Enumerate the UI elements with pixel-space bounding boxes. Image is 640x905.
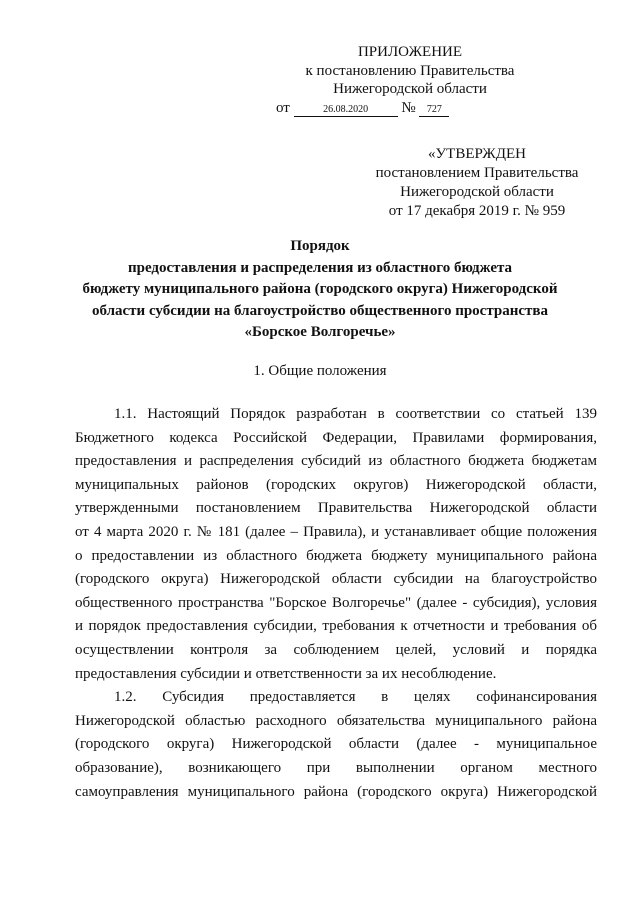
date-prefix: от	[276, 99, 290, 116]
title-line: предоставления и распределения из областного бюджета	[127, 259, 513, 276]
text-line: муниципальных районов (городских округов) Нижегородской области,	[75, 476, 597, 493]
text-line: утвержденными постановлением Правительства Нижегородской области	[75, 500, 597, 517]
text-line: 1.2. Субсидия предоставляется в целях софинансирования	[114, 689, 597, 706]
text-line: осуществлении контроля за соблюдением целей, условий и порядка	[75, 641, 597, 658]
document-title	[60, 236, 580, 344]
approved-by: постановлением Правительства	[375, 165, 579, 181]
text-line: общественного пространства "Борское Волгоречье" (далее - субсидия), условия	[75, 594, 597, 611]
text-line: от 4 марта 2020 г. № 181 (далее – Правила), и устанавливает общие положения	[75, 523, 597, 540]
title-line: Порядок	[290, 238, 350, 254]
approved-stamp	[357, 145, 597, 221]
title-line: «Борское Волгоречье»	[244, 324, 396, 340]
text-line: и порядок предоставления субсидии, требования к отчетности и требования об	[75, 618, 597, 635]
section-heading: 1. Общие положения	[253, 363, 387, 379]
appendix-header	[276, 43, 520, 117]
title-line: области субсидии на благоустройство общественного пространства	[91, 302, 549, 319]
text-line: Нижегородской областью расходного обязательства муниципального района	[75, 712, 597, 729]
appendix-date-line	[276, 99, 520, 118]
approved-date: от 17 декабря 2019 г. № 959	[388, 203, 566, 219]
body-text	[75, 403, 597, 804]
text-line: (городского округа) Нижегородской области субсидии на благоустройство	[75, 571, 597, 588]
approved-region: Нижегородской области	[400, 184, 554, 200]
appendix-region: Нижегородской области	[333, 81, 487, 97]
appendix-reference: к постановлению Правительства	[305, 62, 515, 79]
approved-title: «УТВЕРЖДЕН	[428, 146, 526, 162]
text-line: образование), возникающего при выполнении органом местного	[75, 759, 597, 776]
text-line: (городского округа) Нижегородской области (далее - муниципальное	[75, 736, 597, 753]
text-line: Бюджетного кодекса Российской Федерации, Правилами формирования,	[75, 429, 597, 446]
number-sign: №	[401, 99, 416, 116]
text-line: предоставления субсидии и ответственности за их несоблюдение.	[75, 665, 497, 682]
appendix-title: ПРИЛОЖЕНИЕ	[357, 44, 463, 60]
number-value: 727	[419, 104, 449, 117]
text-line: предоставления и распределения субсидий из областного бюджета бюджетам	[75, 453, 597, 470]
text-line: о предоставлении из областного бюджета бюджету муниципального района	[75, 547, 597, 564]
text-line: 1.1. Настоящий Порядок разработан в соответствии со статьей 139	[114, 406, 597, 422]
title-line: бюджету муниципального района (городского округа) Нижегородской	[82, 281, 558, 297]
date-value: 26.08.2020	[294, 104, 398, 117]
text-line: самоуправления муниципального района (городского округа) Нижегородской	[75, 783, 597, 800]
